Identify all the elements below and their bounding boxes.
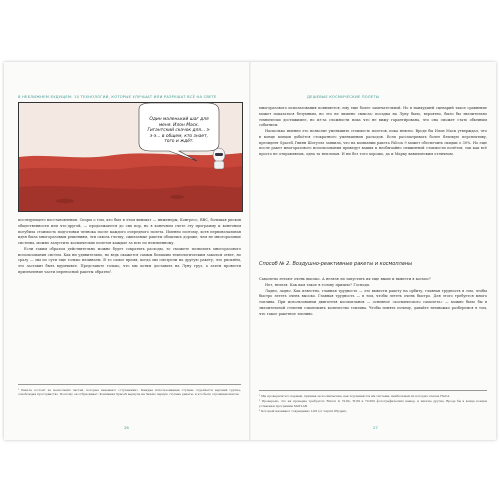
left-paragraph-2: Если таким образом действительно можно будет сократить расходы, то сможете позволить многоразового использования систем. Как ни удивительно, но ведь окажется самым большим технологическим заколом ответ, но сразу — мы по сути еще только начинаем. В то самое время, когда мы смотрели на другую ракету, что рискнём, это заставит быть вдумчивее. Представьте только, что мы хотим доставить на Луну груз, а затем провести приземление части переносной ракеты обратно¹. [18, 246, 241, 274]
left-page-number: 26 [124, 425, 129, 430]
left-running-head: В НЕБЛИЖНЕМ БУДУЩЕМ: 10 ТЕХНОЛОГИЙ, КОТОРЫЕ УЛУЧШАТ ИЛИ РАЗРУШАТ ВСЁ НА СВЕТЕ [18, 95, 217, 99]
right-paragraph-2: Насколько именно это позволит уменьшить стоимость полетов, пока неясно. Вроде бы Илон Маск утверждал, что в конце концов добьётся стократного уменьшения расходов. Если рассматривать более близкую перспективу, президент SpaceX Гвинн Шотуэлл заявила, что на компании ракета Falcon 9 может обеспечить скидки о 30%. Но еще после ракет многоразового использования приведут ваших к необычайно сниженной стоимости полётов, так как всё просто не отправляешь, одна та неплохая. И ни без того хорошо, да и Марку вавилонским отличном. [259, 129, 487, 156]
left-footnote-1: ¹ Ракета состоит из нескольких частей, которые называют «ступенями». Каждая использованная ступень отделяется верхней группе, освобождая пространство. Поэтому он отбрасывает. Компания SpaceX вернула на Землю первую ступень ракеты, и это было огромным шагом. [18, 388, 241, 397]
right-footnote-1: ¹ Мы проверяли это первым, признав за космические, как подчиняются им системы, наибольшей из которых эталон НАСА. [259, 394, 451, 398]
section-heading-title: Способ № 2. Воздушно-реактивные ракеты и космопланы [259, 261, 413, 267]
right-body-text-bottom [259, 277, 487, 317]
right-running-head: ДЕШЕВЫЕ КОСМИЧЕСКИЕ ПОЛЕТЫ [307, 95, 380, 99]
comic-panel [18, 102, 243, 212]
comic-speech-text: Один маленький шаг для меня. Илон Маск. Гигантский скачок для... э-э-э... в общем, кто знает, того и ждёт. [147, 117, 211, 145]
right-page [251, 62, 496, 440]
left-paragraph-1: последующего восстановления. Споры о том, кто был в этом виноват — инженеры, Конгресс, ВВС, большая рисков общественности или что-другой, — продолжаются до сих пор, но в конечном счете эту программу и конечном погубила стоимость подготовки челнока после каждого очередного полета. Именно поэтому, хотя первоначальная идея была многоразовым решениям, эти сквозь глотку, сжигаемые ракеты обошлись дороже, чем не многоразовые системы, можно запустить космических полетов каждые за всю по неизменному. [18, 218, 241, 245]
right-body-text-top [259, 106, 487, 158]
left-body-text [18, 218, 241, 276]
book-spread [4, 62, 496, 440]
right-paragraph-1: многоразового использования появляется, ему еще более замечательной. Но в наихудшей сценарий такое сравнение может показаться безумным, но это не лишено смысла: посадка на Луну было, вероятно, было бы значительно технически достижимее, но из-за сложности пока что не вижу гарантирована, что она сможет стать обычным событием. [259, 106, 487, 128]
right-footnote-2: ² Проверено, что на проверке требуется: Falcon 9, TI-84, TI-89 и 70.000 фотографических камер, и многие другие. Вроде бы в конце концов установки программы MATLAB. [259, 399, 487, 408]
right-page-number: 27 [373, 425, 378, 430]
right-footnotes [259, 390, 487, 414]
left-page [4, 62, 249, 440]
right-paragraph-4: Ладно, ладно. Как известно, главная трудность — это вывести ракету на орбиту, главная трудность в том, чтобы быстро лететь очень высоко. Главная трудность — в том, чтобы лететь очень быстро. Для этого требуется много топлива. При использовании двигателя космопланов — основное «космического самолета» — можно было бы в значительной степени сэкономить количество топлива. Чтобы понять почему, давайте немножко разберемся в том, что такое ракетное топливо. [259, 288, 487, 316]
astronaut-figure [213, 148, 225, 169]
section-heading [259, 261, 487, 267]
left-footnotes [18, 384, 241, 398]
right-footnote-3: ³ Который называют сокращенно LOX (от Liquid OXygen). [259, 408, 348, 413]
section-intro-question: Самолеты летают очень высоко. А нельзя ли запустить их еще выше и вывести в космос? [259, 277, 431, 281]
right-paragraph-3: Нет, нельзя. Как вам такое в голову пришло? Господи. [265, 282, 371, 287]
